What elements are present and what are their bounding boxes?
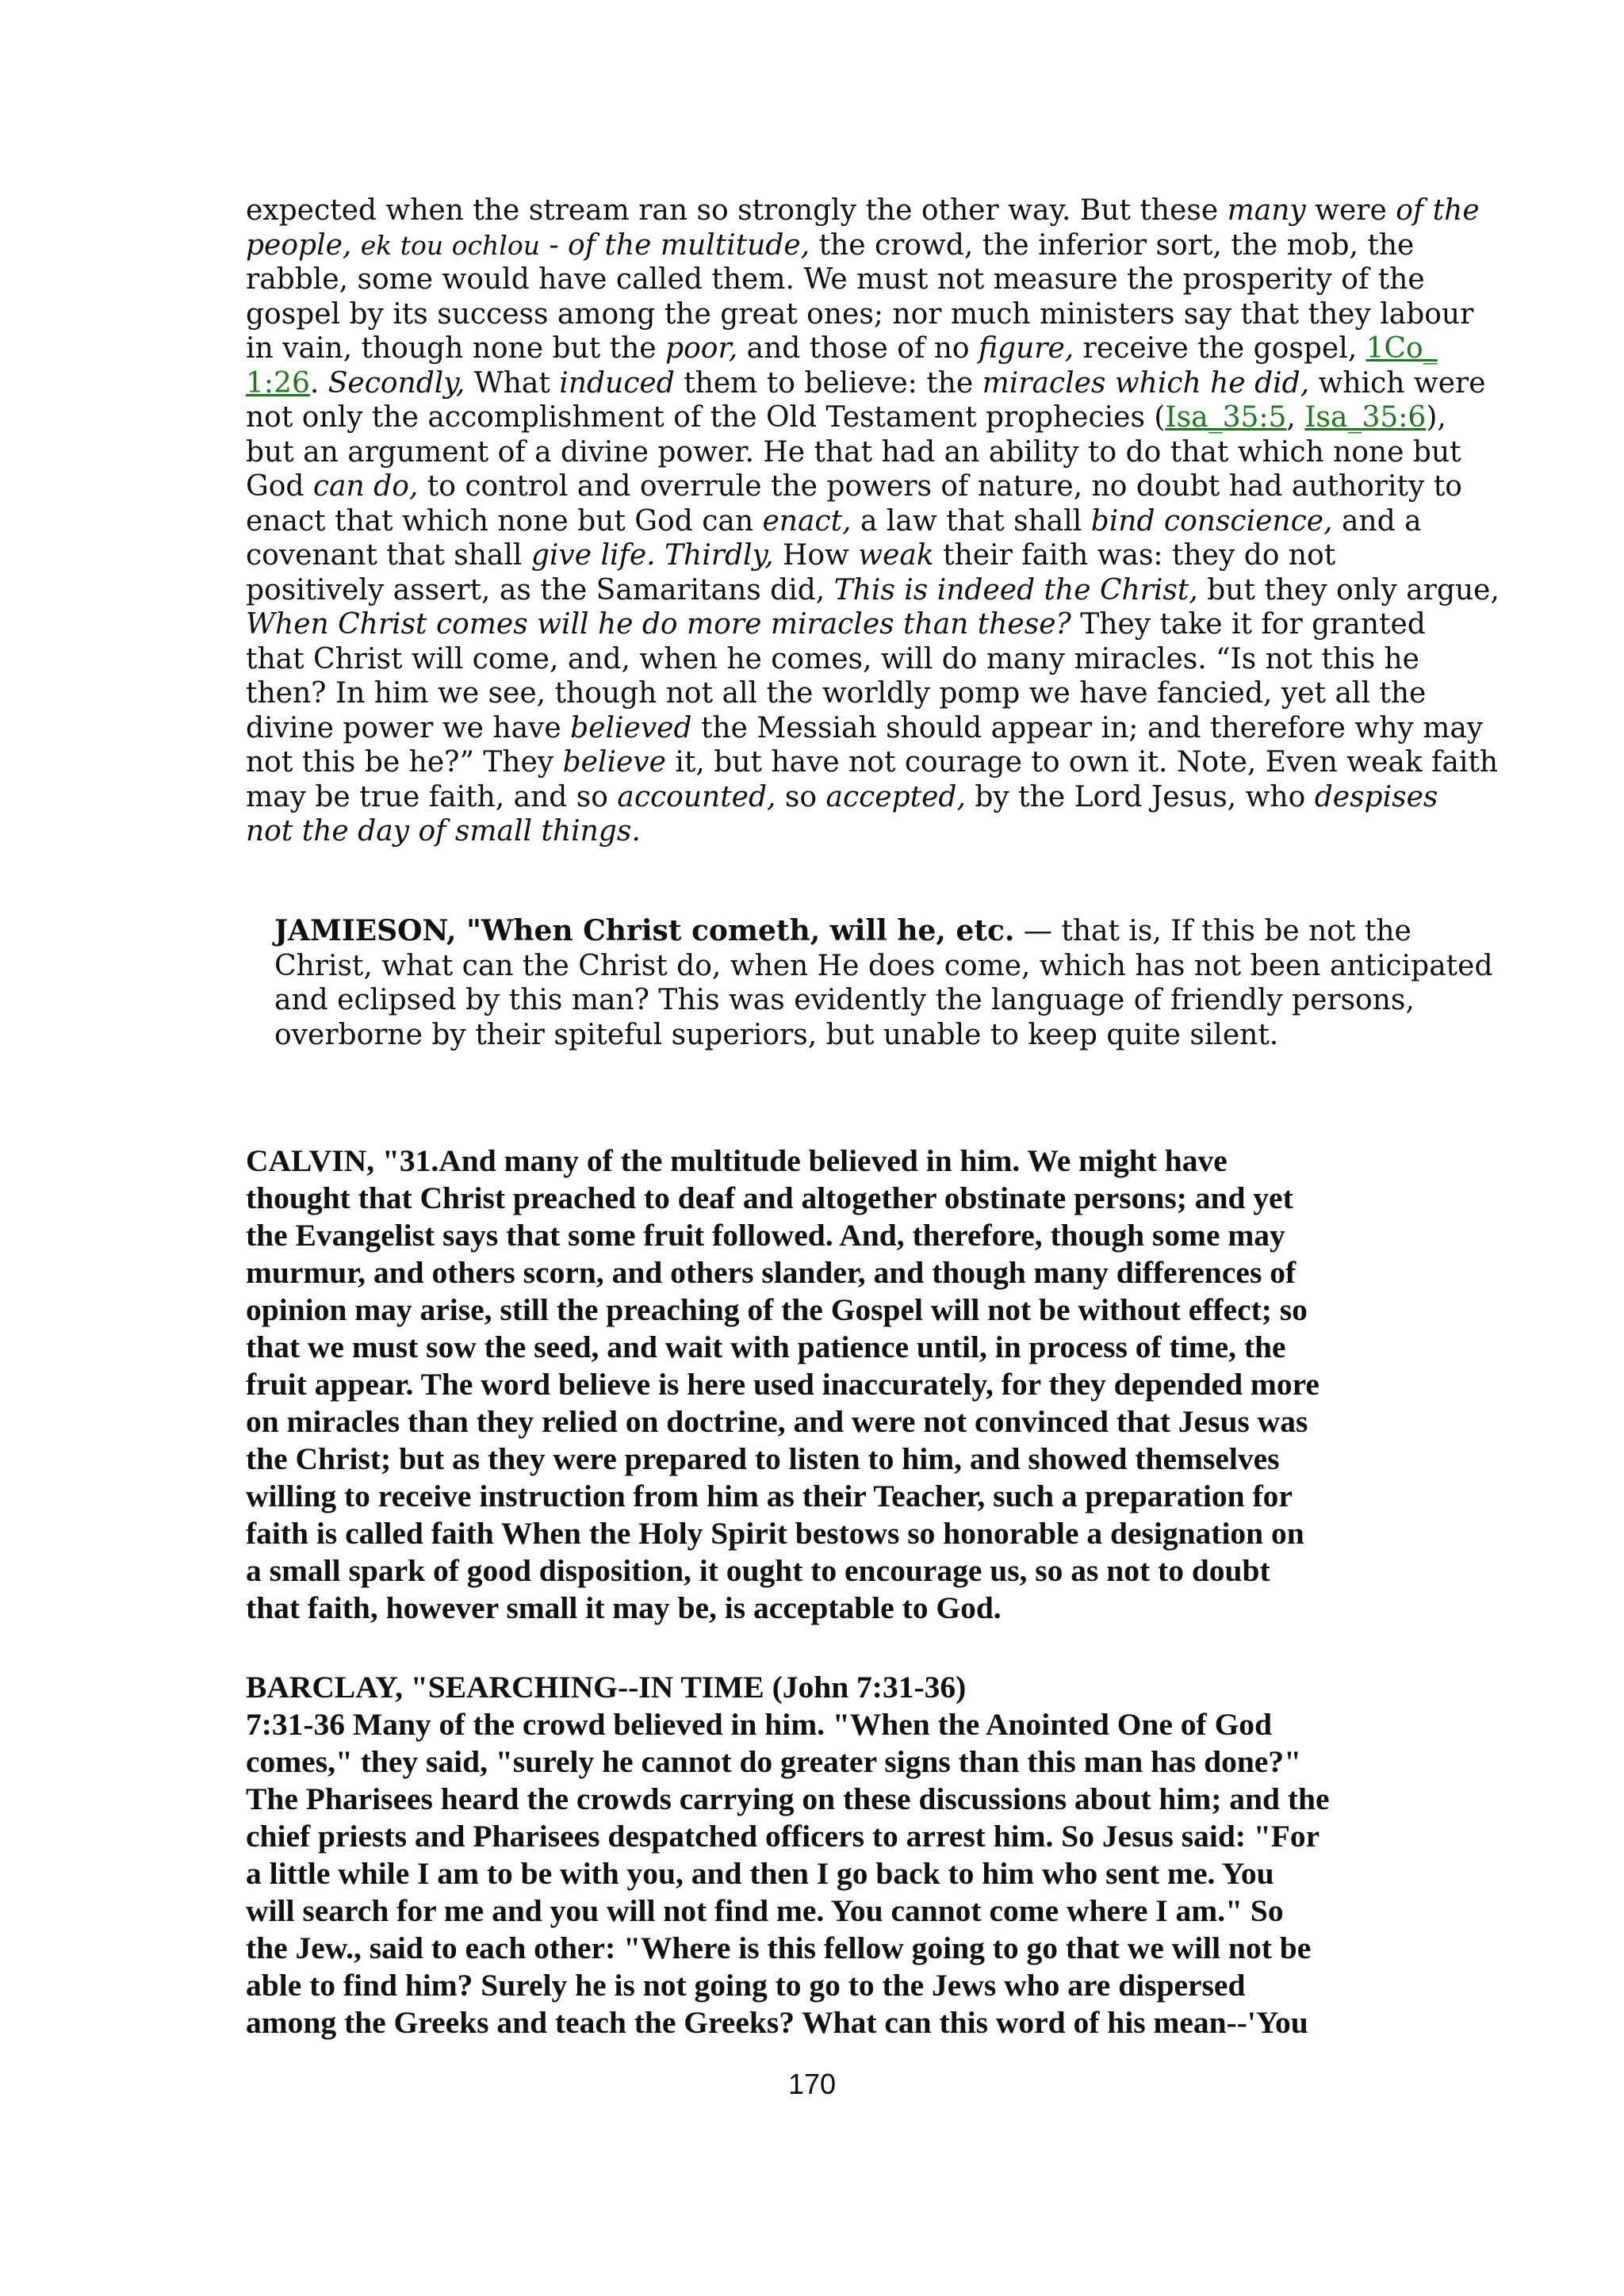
text-segment: to control and overrule the powers of nature, no doubt had authority to — [418, 470, 1462, 503]
italic-text: believed — [570, 711, 692, 744]
italic-text: of the multitude, — [568, 228, 810, 262]
text-line: a little while I am to be with you, and then I go back to him who sent me. You — [246, 1856, 1274, 1891]
text-line — [274, 1018, 1416, 1053]
italic-text: poor, — [665, 332, 738, 365]
text-segment: gospel by its success among the great ones; nor much ministers say that they labour — [246, 297, 1474, 331]
text-line: that faith, however small it may be, is acceptable to God. — [246, 1590, 1002, 1625]
text-line — [246, 607, 1426, 642]
text-line: 7:31-36 Many of the crowd believed in him. "When the Anointed One of God — [246, 1707, 1273, 1742]
text-segment: so — [776, 780, 826, 813]
text-line: murmur, and others scorn, and others slander, and though many differences of — [246, 1255, 1297, 1290]
text-line: opinion may arise, still the preaching of the Gospel will not be without effect; so — [246, 1292, 1308, 1327]
text-line — [246, 711, 1484, 746]
text-segment: - — [539, 228, 569, 262]
text-segment: enact that which none but God can — [246, 504, 763, 538]
text-segment: They take it for granted — [1071, 608, 1426, 641]
text-line: thought that Christ preached to deaf and altogether obstinate persons; and yet — [246, 1181, 1293, 1215]
italic-text: induced — [559, 366, 675, 400]
barclay-commentary — [246, 1669, 1388, 2042]
text-segment: then? In him we see, though not all the worldly pomp we have fancied, yet all the — [246, 677, 1427, 710]
text-line: The Pharisees heard the crowds carrying on these discussions about him; and the — [246, 1781, 1330, 1816]
italic-text: can do, — [312, 470, 419, 503]
text-segment: ), — [1426, 401, 1446, 434]
text-line — [274, 949, 1493, 984]
text-line — [246, 228, 1415, 263]
text-segment: were — [1305, 194, 1396, 227]
text-line — [246, 745, 1499, 780]
italic-text: bind conscience, — [1090, 504, 1333, 538]
italic-text: believe — [562, 746, 666, 779]
text-segment: expected when the stream ran so strongly the other way. But these — [246, 194, 1228, 227]
italic-text: give life. Thirdly, — [530, 539, 774, 572]
text-line — [246, 400, 1446, 435]
text-line: fruit appear. The word believe is here used inaccurately, for they depended more — [246, 1367, 1320, 1402]
text-segment: God — [246, 470, 313, 503]
text-segment: and eclipsed by this man? This was evidently the language of friendly persons, — [274, 984, 1415, 1016]
italic-text: not the day of small things. — [246, 815, 641, 848]
text-segment: but they only argue, — [1197, 573, 1500, 607]
italic-text: weak — [858, 539, 934, 572]
italic-text: despises — [1314, 780, 1438, 813]
text-line: comes," they said, "surely he cannot do greater signs than this man has done?" — [246, 1744, 1302, 1779]
text-line — [246, 469, 1462, 504]
italic-text: of the — [1396, 194, 1480, 227]
text-segment: How — [773, 539, 859, 572]
text-segment: and a — [1332, 504, 1422, 538]
scripture-reference-link[interactable]: 1:26 — [246, 366, 310, 400]
italic-text: accounted, — [617, 780, 776, 813]
text-segment: the crowd, the inferior sort, the mob, the — [810, 228, 1415, 262]
text-segment: covenant that shall — [246, 539, 531, 572]
text-line — [246, 504, 1422, 539]
text-segment: but an argument of a divine power. He that had an ability to do that which none but — [246, 435, 1461, 469]
text-line — [274, 914, 1416, 949]
text-line — [246, 366, 1486, 401]
text-segment: a law that shall — [851, 504, 1091, 538]
text-segment: Christ, what can the Christ do, when He does come, which has not been anticipated — [274, 949, 1493, 982]
text-segment: not this be he?” They — [246, 746, 563, 779]
text-line: that we must sow the seed, and wait with patience until, in process of time, the — [246, 1330, 1286, 1364]
text-segment: overborne by their spiteful superiors, but unable to keep quite silent. — [274, 1018, 1279, 1051]
text-line — [246, 676, 1427, 711]
text-segment: may be true faith, and so — [246, 780, 618, 813]
text-segment: . — [309, 366, 328, 400]
text-segment: receive the gospel, — [1074, 332, 1366, 365]
text-line — [246, 573, 1500, 608]
text-line: on miracles than they relied on doctrine, and were not convinced that Jesus was — [246, 1404, 1308, 1439]
text-segment: in vain, though none but the — [246, 332, 666, 365]
page-number: 170 — [787, 2068, 837, 2100]
text-segment: positively assert, as the Samaritans did, — [246, 573, 834, 607]
bold-heading-text: JAMIESON, "When Christ cometh, will he, etc. — [274, 914, 1015, 947]
italic-text: accepted, — [825, 780, 966, 813]
text-line: willing to receive instruction from him as their Teacher, such a preparation for — [246, 1479, 1293, 1513]
text-line — [246, 814, 1388, 849]
scripture-reference-link[interactable]: Isa_35:5 — [1165, 401, 1287, 434]
text-segment: the Messiah should appear in; and therefore why may — [691, 711, 1484, 744]
text-segment: them to believe: the — [674, 366, 982, 400]
text-segment: their faith was: they do not — [933, 539, 1336, 572]
text-segment: it, but have not courage to own it. Note, Even weak faith — [665, 746, 1499, 779]
text-segment: and those of no — [737, 332, 979, 365]
text-segment: which were — [1309, 366, 1486, 400]
text-segment: rabble, some would have called them. We must not measure the prosperity of the — [246, 263, 1425, 296]
text-line — [246, 435, 1461, 470]
italic-text: This is indeed the Christ, — [833, 573, 1198, 607]
text-segment: not only the accomplishment of the Old Testament prophecies ( — [246, 401, 1166, 434]
text-line: the Christ; but as they were prepared to listen to him, and showed themselves — [246, 1441, 1280, 1476]
text-segment: What — [465, 366, 560, 400]
text-segment: , — [1286, 401, 1305, 434]
text-line: the Jew., said to each other: "Where is this fellow going to go that we will not be — [246, 1931, 1312, 1965]
text-line: a small spark of good disposition, it ought to encourage us, so as not to doubt — [246, 1553, 1270, 1588]
text-segment: by the Lord Jesus, who — [965, 780, 1315, 813]
italic-text: people, — [246, 228, 361, 262]
italic-text: When Christ comes will he do more miracles than these? — [246, 608, 1071, 641]
text-line: able to find him? Surely he is not going to go to the Jews who are dispersed — [246, 1968, 1246, 2003]
scripture-reference-link[interactable]: Isa_35:6 — [1304, 401, 1427, 434]
calvin-commentary — [246, 1142, 1388, 1627]
text-line: among the Greeks and teach the Greeks? What can this word of his mean--'You — [246, 2005, 1308, 2040]
henry-commentary — [246, 193, 1500, 849]
text-line — [246, 297, 1474, 332]
italic-text: enact, — [762, 504, 852, 538]
scripture-reference-link[interactable]: 1Co_ — [1365, 332, 1438, 365]
italic-text: Secondly, — [327, 366, 465, 400]
text-segment: that Christ will come, and, when he comes, will do many miracles. “Is not this he — [246, 642, 1419, 675]
text-line — [246, 642, 1419, 677]
text-line — [246, 331, 1438, 366]
italic-text: figure, — [979, 332, 1074, 365]
text-line: the Evangelist says that some fruit followed. And, therefore, though some may — [246, 1218, 1285, 1253]
text-line — [274, 983, 1416, 1018]
text-line: faith is called faith When the Holy Spirit bestows so honorable a designation on — [246, 1516, 1304, 1551]
italic-text: many — [1227, 194, 1306, 227]
italic-text: ek tou ochlou — [360, 229, 540, 261]
text-line — [246, 262, 1425, 297]
text-segment: divine power we have — [246, 711, 571, 744]
text-line — [246, 193, 1480, 228]
text-line: will search for me and you will not find me. You cannot come where I am." So — [246, 1893, 1284, 1928]
text-line: BARCLAY, "SEARCHING--IN TIME (John 7:31-36) — [246, 1670, 967, 1705]
text-segment: — that is, If this be not the — [1014, 915, 1411, 947]
text-line: CALVIN, "31.And many of the multitude believed in him. We might have — [246, 1143, 1228, 1178]
italic-text: miracles which he did, — [982, 366, 1310, 400]
text-line: chief priests and Pharisees despatched officers to arrest him. So Jesus said: "For — [246, 1819, 1320, 1854]
jamieson-commentary — [246, 914, 1493, 1052]
text-line — [246, 780, 1438, 815]
text-line — [246, 538, 1388, 573]
